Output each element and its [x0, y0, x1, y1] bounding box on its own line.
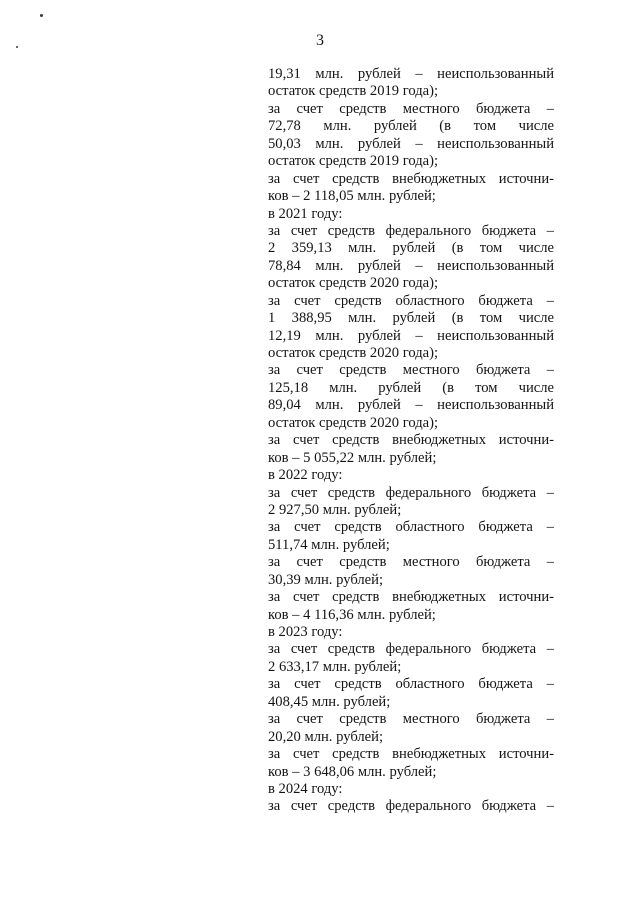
text-line: 20,20 млн. рублей;: [268, 728, 384, 745]
text-line: ков – 4 116,36 млн. рублей;: [268, 606, 436, 623]
text-line: 2 633,17 млн. рублей;: [268, 658, 402, 675]
text-line: ков – 2 118,05 млн. рублей;: [268, 188, 436, 205]
text-line: 2 927,50 млн. рублей;: [268, 501, 402, 518]
text-line: за счет средств местного бюджета –: [268, 711, 554, 728]
text-line: остаток средств 2019 года);: [268, 153, 439, 170]
text-line: в 2022 году:: [268, 467, 343, 484]
text-line: за счет средств внебюджетных источни-: [268, 170, 554, 187]
text-line: 2 359,13 млн. рублей (в том числе: [268, 240, 554, 257]
text-line: за счет средств федерального бюджета –: [268, 484, 554, 501]
text-line: 408,45 млн. рублей;: [268, 693, 391, 710]
text-line: остаток средств 2020 года);: [268, 275, 439, 292]
text-line: за счет средств областного бюджета –: [268, 292, 554, 309]
text-line: за счет средств местного бюджета –: [268, 362, 554, 379]
page-number: 3: [316, 32, 324, 49]
text-line: 50,03 млн. рублей – неиспользованный: [268, 135, 554, 152]
text-line: за счет средств местного бюджета –: [268, 554, 554, 571]
document-body: [268, 66, 554, 816]
text-line: 1 388,95 млн. рублей (в том числе: [268, 310, 554, 327]
text-line: остаток средств 2020 года);: [268, 345, 439, 361]
text-line: за счет средств внебюджетных источни-: [268, 746, 554, 763]
text-line: 72,78 млн. рублей (в том числе: [268, 118, 554, 135]
text-line: за счет средств федерального бюджета –: [268, 798, 554, 815]
text-line: ков – 3 648,06 млн. рублей;: [268, 763, 437, 780]
scan-speck: [40, 14, 43, 17]
text-line: за счет средств внебюджетных источни-: [268, 589, 554, 606]
text-line: за счет средств федерального бюджета –: [268, 222, 554, 239]
text-line: остаток средств 2019 года);: [268, 83, 439, 100]
text-line: 89,04 млн. рублей – неиспользованный: [268, 397, 554, 414]
text-line: за счет средств внебюджетных источни-: [268, 432, 554, 449]
scan-speck: [16, 46, 18, 48]
text-line: за счет средств областного бюджета –: [268, 519, 554, 536]
text-line: за счет средств областного бюджета –: [268, 676, 554, 693]
text-line: 30,39 млн. рублей;: [268, 571, 384, 588]
text-line: остаток средств 2020 года);: [268, 414, 439, 431]
text-line: ков – 5 055,22 млн. рублей;: [268, 449, 437, 466]
text-line: 12,19 млн. рублей – неиспользованный: [268, 327, 554, 344]
text-line: 511,74 млн. рублей;: [268, 536, 390, 553]
text-line: 78,84 млн. рублей – неиспользованный: [268, 257, 554, 274]
text-line: в 2024 году:: [268, 780, 343, 797]
text-line: 125,18 млн. рублей (в том числе: [268, 379, 554, 396]
text-line: в 2021 году:: [268, 205, 343, 222]
text-line: 19,31 млн. рублей – неиспользованный: [268, 66, 554, 82]
text-line: за счет средств местного бюджета –: [268, 100, 554, 117]
text-line: в 2023 году:: [268, 624, 343, 640]
text-line: за счет средств федерального бюджета –: [268, 641, 554, 658]
